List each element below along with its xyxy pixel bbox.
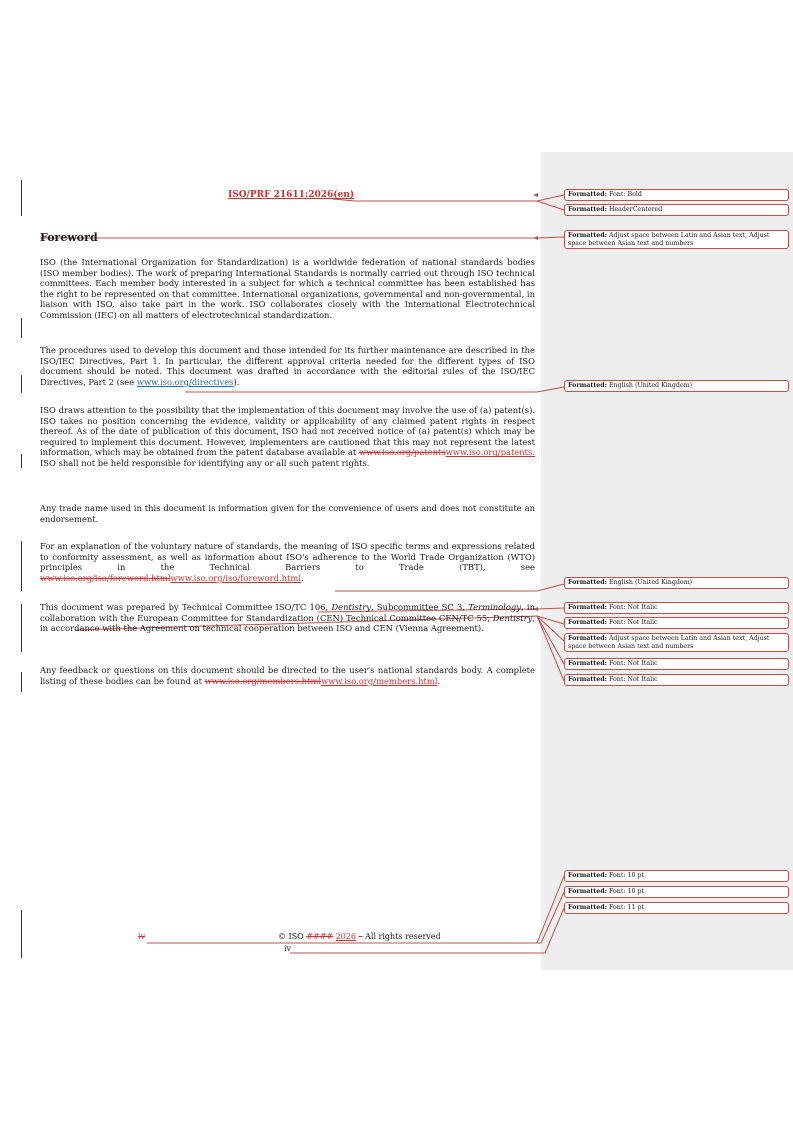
deleted-members-link: www.iso.org/members.html: [204, 675, 322, 686]
deleted-foreword-link: www.iso.org/iso/foreword.html: [40, 572, 171, 583]
footer-page-number: iv: [284, 944, 292, 953]
foreword-heading: Foreword: [40, 231, 98, 244]
footer-page-deleted: iv: [138, 932, 146, 941]
comment-bubble[interactable]: Formatted: English (United Kingdom): [564, 380, 789, 392]
comment-bubble[interactable]: Formatted: Font: Not Italic: [564, 674, 789, 686]
comment-bubble[interactable]: Formatted: Font: Not Italic: [564, 617, 789, 629]
deleted-patents-link: www.iso.org/patents: [358, 447, 446, 458]
paragraph-federation: ISO (the International Organization for Standardization) is a worldwide federation of national standards bodies (ISO member bodies). The work of preparing International Standards is normally carried out through ISO technical committees. Each member body interested in a subject for which a technical committee has been established has the right to be represented on that committee. International organizations, governmental and non-governmental, in liaison with ISO, also take part in the work. ISO collaborates closely with the International Electrotechnical Commission (IEC) on all matters of electrotechnical standardization.: [40, 257, 535, 320]
directives-link[interactable]: www.iso.org/directives: [136, 376, 234, 387]
comment-bubble[interactable]: Formatted: Font: 10 pt: [564, 886, 789, 898]
comment-bubble[interactable]: Formatted: Font: Not Italic: [564, 658, 789, 670]
members-link[interactable]: www.iso.org/members.html: [321, 675, 438, 686]
foreword-link[interactable]: www.iso.org/iso/foreword.html: [170, 572, 301, 583]
paragraph-voluntary: For an explanation of the voluntary nature of standards, the meaning of ISO specific terms and expressions related to conformity assessment, as well as information about ISO's adherence to the World Trade Organization (WTO) principles in the Technical Barriers to Trade (TBT), see www.iso.org/iso/foreword.htmlwww.iso.org/iso/foreword.html.: [40, 541, 535, 583]
footer-copyright: © ISO #### 2026 – All rights reserved: [278, 932, 441, 941]
paragraph-procedures: The procedures used to develop this document and those intended for its further maintenance are described in the ISO/IEC Directives, Part 1. In particular, the different approval criteria needed for the different types of ISO document should be noted. This document was drafted in accordance with the editorial rules of the ISO/IEC Directives, Part 2 (see www.iso.org/directives).: [40, 345, 535, 387]
comment-bubble[interactable]: Formatted: HeaderCentered: [564, 204, 789, 216]
document-id-header: ISO/PRF 21611:2026(en): [228, 190, 355, 200]
paragraph-feedback: Any feedback or questions on this document should be directed to the user's national standards body. A complete listing of these bodies can be found at www.iso.org/members.htmlwww.iso.org/members.html.: [40, 665, 535, 686]
comment-bubble[interactable]: Formatted: Font: 10 pt: [564, 870, 789, 882]
paragraph-trade-name: Any trade name used in this document is information given for the convenience of users and does not constitute an endorsement.: [40, 503, 535, 524]
paragraph-committee: This document was prepared by Technical Committee ISO/TC 106, Dentistry, Subcommittee SC 3, Terminology, in collaboration with the European Committee for Standardization (CEN) Technical Committee CEN/TC 55, Dentistry, in accordance with the Agreement on technical cooperation between ISO and CEN (Vienna Agreement).: [40, 602, 535, 634]
comment-bubble[interactable]: Formatted: Adjust space between Latin and Asian text, Adjust space between Asian text and numbers: [564, 230, 789, 249]
comment-bubble[interactable]: Formatted: Adjust space between Latin and Asian text, Adjust space between Asian text and numbers: [564, 633, 789, 652]
comment-bubble[interactable]: Formatted: Font: Bold: [564, 189, 789, 201]
paragraph-patents: ISO draws attention to the possibility that the implementation of this document may involve the use of (a) patent(s). ISO takes no position concerning the evidence, validity or applicability of any claimed patent rights in respect thereof. As of the date of publication of this document, ISO had not received notice of (a) patent(s) which may be required to implement this document. However, implementers are cautioned that this may not represent the latest information, which may be obtained from the patent database available at www.iso.org/patentswww.iso.org/patents. ISO shall not be held responsible for identifying any or all such patent rights.: [40, 405, 535, 468]
patents-link[interactable]: www.iso.org/patents.: [445, 447, 535, 458]
comment-bubble[interactable]: Formatted: English (United Kingdom): [564, 577, 789, 589]
comment-bubble[interactable]: Formatted: Font: 11 pt: [564, 902, 789, 914]
comment-bubble[interactable]: Formatted: Font: Not Italic: [564, 602, 789, 614]
